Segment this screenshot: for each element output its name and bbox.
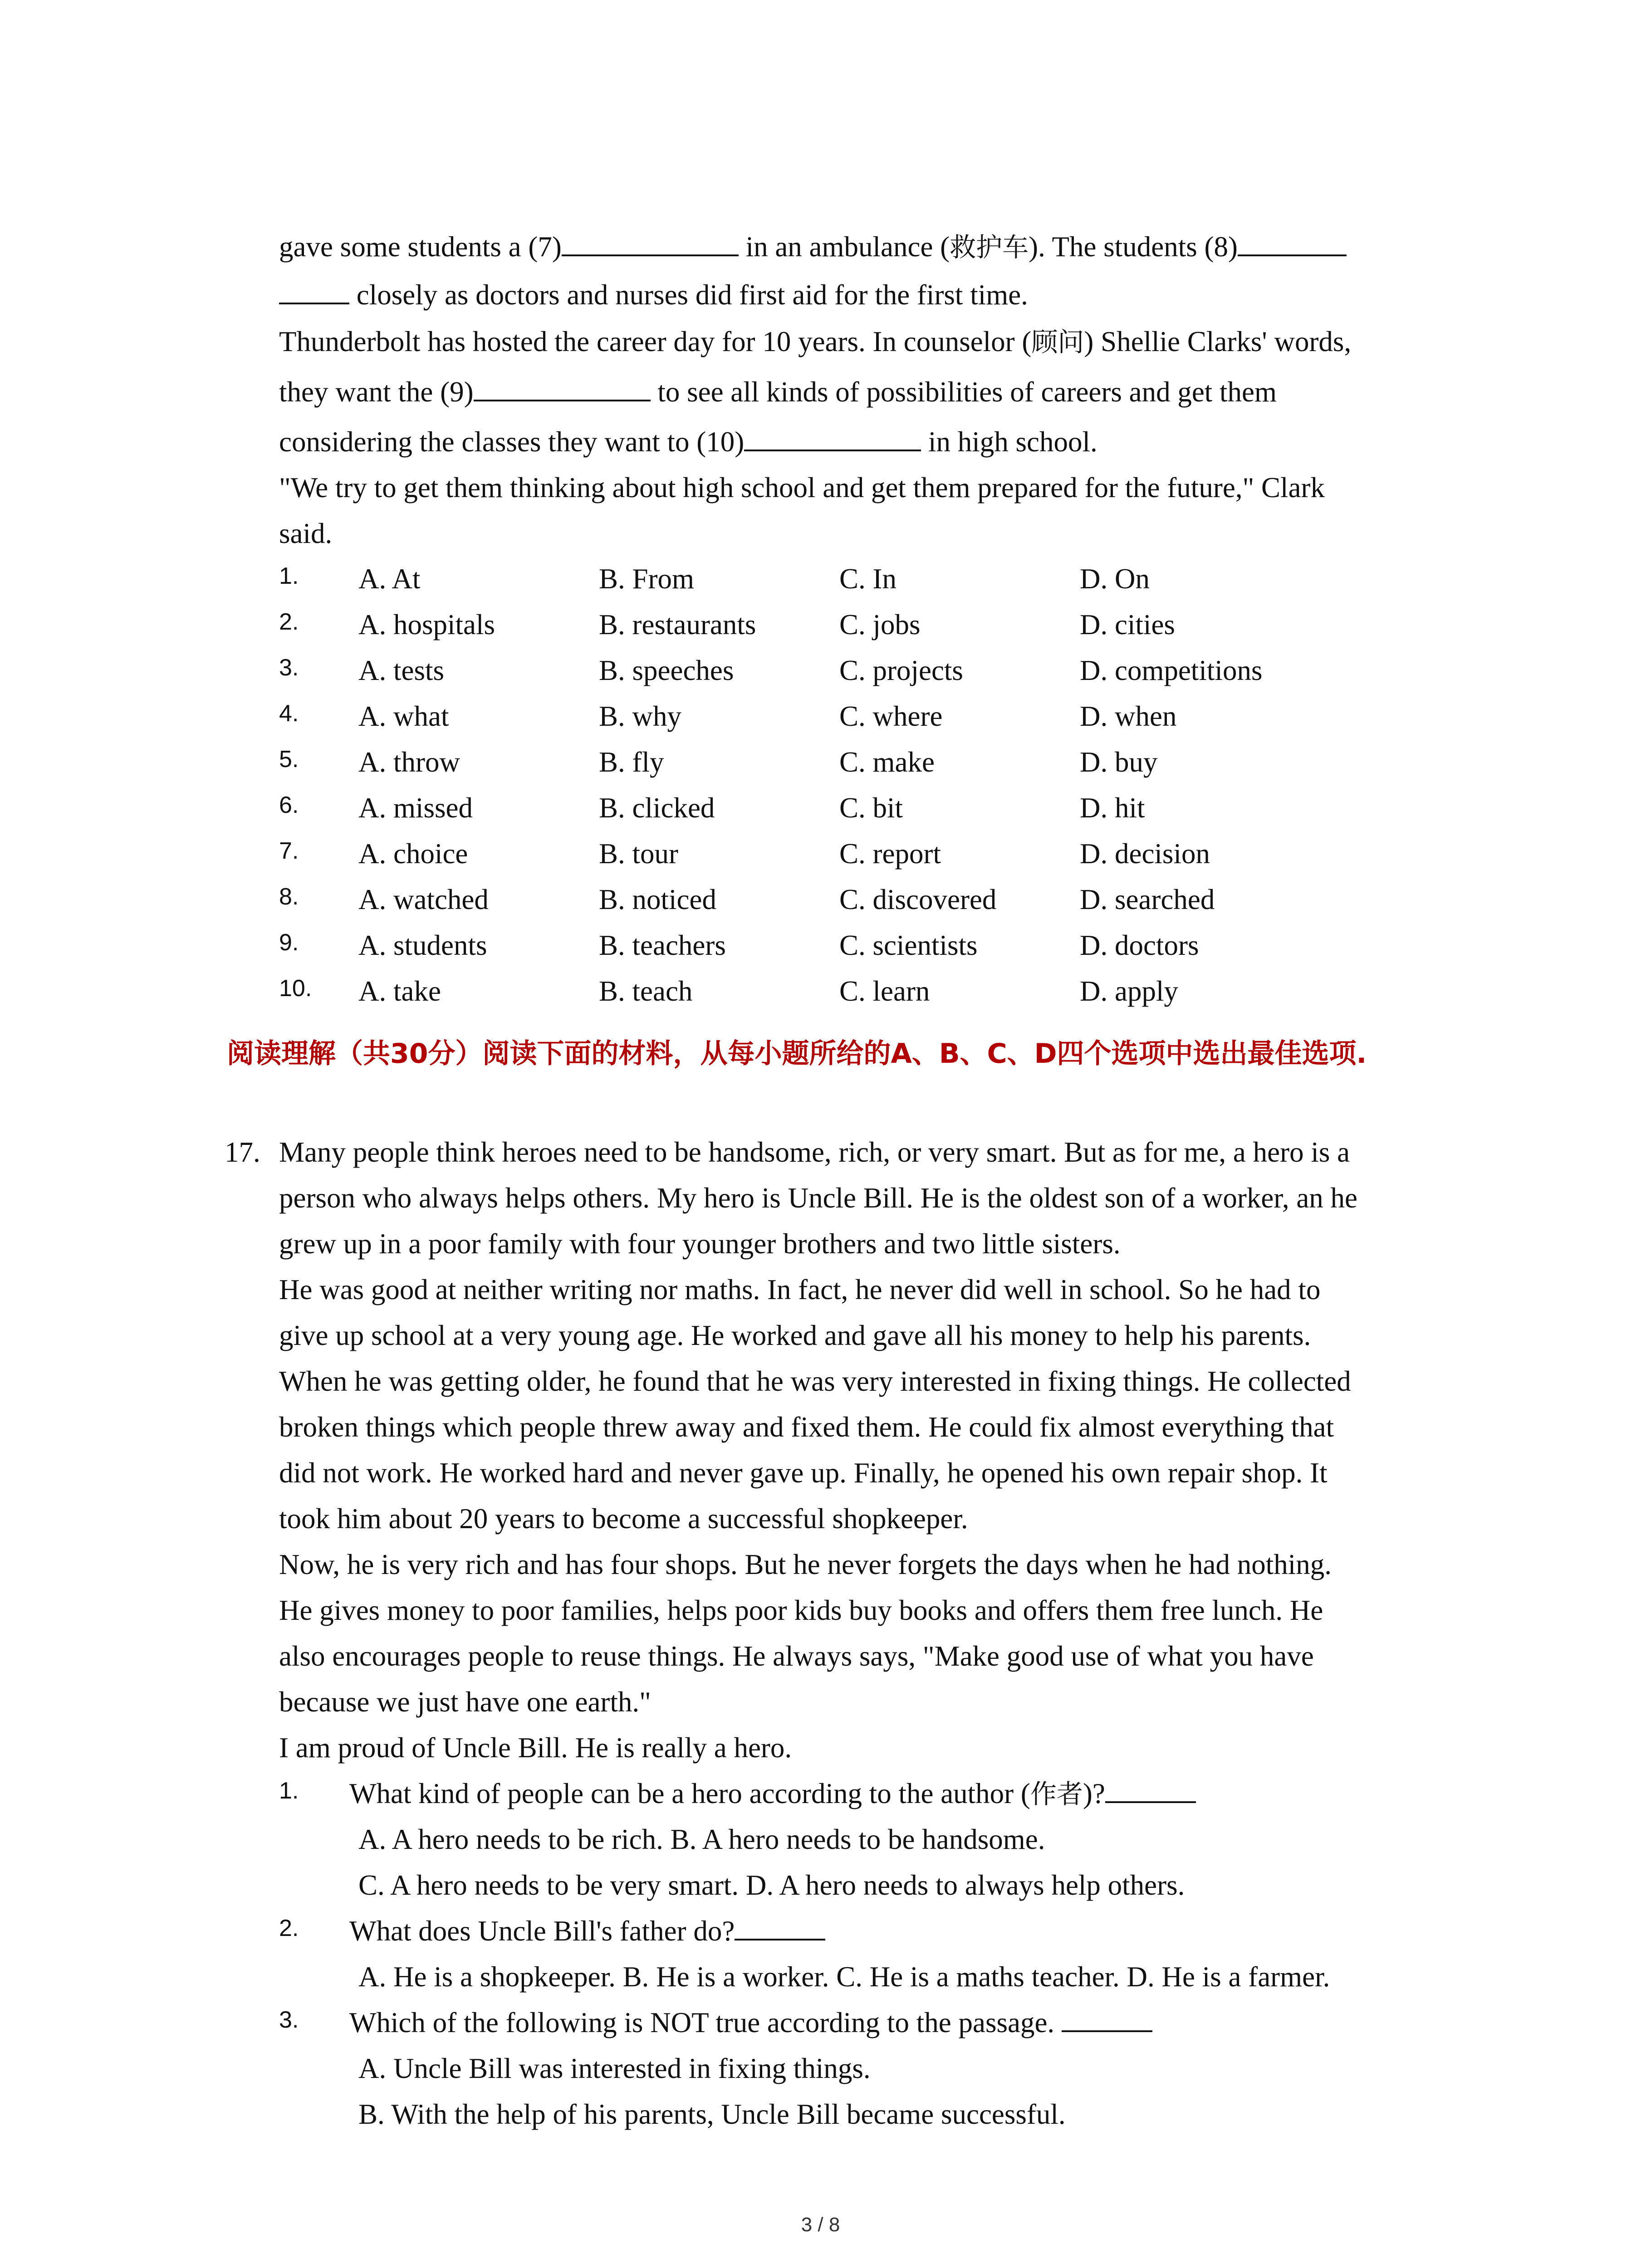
cloze-choice-c[interactable]: C. bit (839, 792, 903, 824)
sub-question-number: 2. (279, 1915, 299, 1941)
q17-line: give up school at a very young age. He worked and gave all his money to help his parents. (279, 1320, 1311, 1351)
cloze-choice-b[interactable]: B. speeches (599, 655, 734, 686)
cloze-question-number: 8. (279, 884, 299, 910)
q17-line: I am proud of Uncle Bill. He is really a hero. (279, 1732, 792, 1764)
sub-question-stem (279, 1908, 825, 1954)
blank-10[interactable] (744, 424, 921, 451)
cloze-question-number: 7. (279, 838, 299, 864)
cloze-question-number: 3. (279, 655, 299, 681)
cloze-choice-a[interactable]: A. what (358, 700, 449, 732)
q17-line: When he was getting older, he found that he was very interested in fixing things. He collected (279, 1365, 1351, 1397)
passage-line-2: closely as doctors and nurses did first aid for the first time. (279, 272, 1440, 318)
passage-line-7: said. (279, 518, 333, 549)
cloze-choice-a[interactable]: A. students (358, 929, 487, 961)
q17-line: broken things which people threw away and fixed them. He could fix almost everything that (279, 1411, 1334, 1443)
passage-line-5: considering the classes they want to (10) in high school. (279, 419, 1440, 464)
q17-line: He gives money to poor families, helps poor kids buy books and offers them free lunch. He (279, 1594, 1323, 1626)
passage-line-6: "We try to get them thinking about high school and get them prepared for the future," Clark (279, 472, 1325, 503)
cloze-choice-a[interactable]: A. throw (358, 746, 460, 778)
cloze-choice-b[interactable]: B. fly (599, 746, 664, 778)
sub-question-text: What does Uncle Bill's father do? (349, 1915, 735, 1947)
cloze-choice-a[interactable]: A. take (358, 975, 441, 1007)
sub-question-choices[interactable]: C. A hero needs to be very smart. D. A hero needs to always help others. (358, 1869, 1185, 1901)
passage-line-1: gave some students a (7) in an ambulance (救护车). The students (8) (279, 224, 1440, 270)
cloze-question-number: 6. (279, 792, 299, 818)
cloze-choice-d[interactable]: D. apply (1080, 975, 1178, 1007)
sub-question-text: )? (1083, 1778, 1105, 1809)
cloze-choice-c[interactable]: C. learn (839, 975, 930, 1007)
cloze-choice-b[interactable]: B. clicked (599, 792, 715, 824)
blank-8[interactable] (1238, 229, 1347, 256)
cloze-choice-b[interactable]: B. teachers (599, 929, 726, 961)
q17-line: grew up in a poor family with four younger brothers and two little sisters. (279, 1228, 1121, 1260)
cloze-choice-d[interactable]: D. searched (1080, 884, 1215, 915)
answer-blank[interactable] (1105, 1776, 1196, 1803)
cloze-choice-a[interactable]: A. choice (358, 838, 468, 870)
cloze-choice-d[interactable]: D. cities (1080, 609, 1175, 640)
cloze-choice-b[interactable]: B. tour (599, 838, 679, 870)
sub-question-number: 1. (279, 1778, 299, 1804)
cloze-choice-a[interactable]: A. At (358, 563, 421, 595)
cloze-choice-d[interactable]: D. buy (1080, 746, 1158, 778)
sub-question-choices[interactable]: A. Uncle Bill was interested in fixing things. (358, 2053, 871, 2084)
q17-line: did not work. He worked hard and never gave up. Finally, he opened his own repair shop. It (279, 1457, 1327, 1489)
sub-question-choices[interactable]: A. He is a shopkeeper. B. He is a worker. C. He is a maths teacher. D. He is a farmer. (358, 1961, 1330, 1993)
cloze-choice-c[interactable]: C. where (839, 700, 943, 732)
blank-9[interactable] (474, 374, 651, 401)
q17-line-1: 17. Many people think heroes need to be handsome, rich, or very smart. But as for me, a hero is a (225, 1136, 1350, 1168)
answer-blank[interactable] (1062, 2005, 1152, 2032)
cloze-choice-b[interactable]: B. noticed (599, 884, 716, 915)
cloze-choice-c[interactable]: C. discovered (839, 884, 997, 915)
cloze-choice-d[interactable]: D. hit (1080, 792, 1145, 824)
q17-line: He was good at neither writing nor maths. In fact, he never did well in school. So he had to (279, 1274, 1321, 1305)
sub-question-stem (279, 1771, 1196, 1817)
passage-line-3: Thunderbolt has hosted the career day for 10 years. In counselor (顾问) Shellie Clarks' words, (279, 326, 1352, 357)
cloze-choice-c[interactable]: C. jobs (839, 609, 921, 640)
cloze-question-number: 9. (279, 929, 299, 956)
section-heading: 阅读理解（共30分）阅读下面的材料，从每小题所给的A、B、C、D四个选项中选出最佳选项. (227, 1038, 1367, 1070)
cloze-choice-b[interactable]: B. From (599, 563, 695, 595)
blank-8-continued[interactable] (279, 277, 349, 304)
cloze-question-number: 1. (279, 563, 299, 589)
cloze-choice-d[interactable]: D. doctors (1080, 929, 1199, 961)
page-number: 3 / 8 (801, 2214, 840, 2236)
cloze-choice-d[interactable]: D. decision (1080, 838, 1210, 870)
answer-blank[interactable] (735, 1913, 825, 1941)
cloze-choice-d[interactable]: D. On (1080, 563, 1150, 595)
passage-line-4: they want the (9) to see all kinds of possibilities of careers and get them (279, 369, 1440, 415)
sub-question-text: What kind of people can be a hero according to the author ( (349, 1778, 1030, 1809)
cloze-choice-b[interactable]: B. teach (599, 975, 693, 1007)
cloze-choice-c[interactable]: C. In (839, 563, 896, 595)
q17-line: person who always helps others. My hero is Uncle Bill. He is the oldest son of a worker, an he (279, 1182, 1357, 1214)
q17-line: Now, he is very rich and has four shops. But he never forgets the days when he had nothing. (279, 1549, 1332, 1580)
q17-line: because we just have one earth." (279, 1686, 651, 1718)
cloze-choice-d[interactable]: D. when (1080, 700, 1177, 732)
cloze-choice-b[interactable]: B. restaurants (599, 609, 756, 640)
cloze-choice-a[interactable]: A. missed (358, 792, 473, 824)
sub-question-text: 作者 (1030, 1779, 1083, 1809)
cloze-choice-c[interactable]: C. projects (839, 655, 963, 686)
sub-question-number: 3. (279, 2007, 299, 2033)
sub-question-text: Which of the following is NOT true according to the passage. (349, 2007, 1062, 2038)
cloze-question-number: 5. (279, 746, 299, 772)
cloze-choice-a[interactable]: A. watched (358, 884, 489, 915)
cloze-choice-b[interactable]: B. why (599, 700, 682, 732)
cloze-choice-c[interactable]: C. scientists (839, 929, 978, 961)
blank-7[interactable] (562, 229, 739, 256)
cloze-choice-d[interactable]: D. competitions (1080, 655, 1263, 686)
cloze-choice-c[interactable]: C. report (839, 838, 941, 870)
cloze-choice-a[interactable]: A. tests (358, 655, 444, 686)
cloze-question-number: 2. (279, 609, 299, 635)
sub-question-choices[interactable]: B. With the help of his parents, Uncle Bill became successful. (358, 2098, 1066, 2130)
q17-line: took him about 20 years to become a successful shopkeeper. (279, 1503, 968, 1535)
cloze-question-number: 10. (279, 975, 312, 1002)
cloze-choice-a[interactable]: A. hospitals (358, 609, 495, 640)
sub-question-stem (279, 2000, 1152, 2045)
sub-question-choices[interactable]: A. A hero needs to be rich. B. A hero needs to be handsome. (358, 1823, 1045, 1855)
cloze-question-number: 4. (279, 700, 299, 727)
q17-line: also encourages people to reuse things. He always says, "Make good use of what you have (279, 1640, 1314, 1672)
cloze-choice-c[interactable]: C. make (839, 746, 935, 778)
